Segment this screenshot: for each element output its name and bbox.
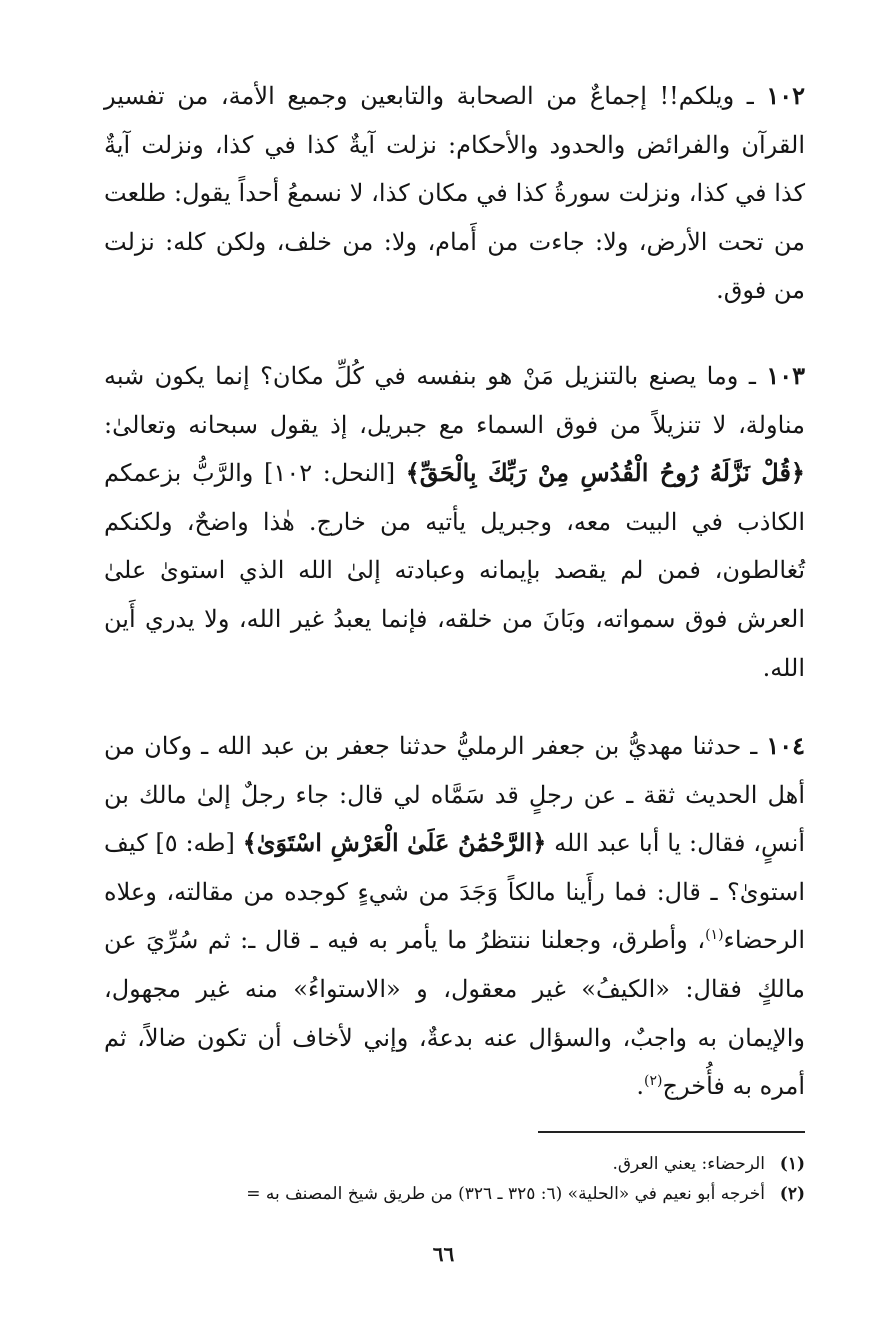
paragraph-text: ، وأطرق، وجعلنا ننتظرُ ما يأمر به فيه ـ قال ـ: ثم سُرِّيَ عن مالكٍ فقال: «الكيفُ» غير معقول، و «الاستواءُ» منه غير مجهول، والإيمان به واجبٌ، والسؤال عنه بدعةٌ، وإني لأخاف أن تكون ضالاً، ثم أمره به فأُخرج xyxy=(104,926,805,1101)
paragraph-number: ١٠٣ xyxy=(766,361,806,390)
footnote-ref-1[interactable]: (١) xyxy=(705,927,724,944)
paragraph-text: ـ ويلكم!! إجماعٌ من الصحابة والتابعين وجميع الأمة، من تفسير القرآن والفرائض والحدود والأحكام: نزلت آيةٌ كذا في كذا، ونزلت آيةٌ كذا في كذا، ونزلت سورةُ كذا في مكان كذا، لا نسمعُ أحداً يقول: طلعت من تحت الأرض، ولا: جاءت من أَمام، ولا: من خلف، ولكن كله: نزلت من فوق. xyxy=(104,82,805,305)
footnote-text: الرحضاء: يعني العرق. xyxy=(612,1154,765,1174)
paragraph-content xyxy=(104,352,805,692)
footnote-2 xyxy=(86,1179,805,1209)
paragraph-text: ـ وما يصنع بالتنزيل مَنْ هو بنفسه في كُلِّ مكان؟ إنما يكون شبه مناولة، لا تنزيلاً من فوق السماء مع جبريل، إذ يقول سبحانه وتعالىٰ: xyxy=(104,362,805,439)
paragraph-text: . xyxy=(636,1072,645,1101)
paragraph-number: ١٠٢ xyxy=(766,81,805,110)
quran-verse: ﴿الرَّحْمَٰنُ عَلَىٰ الْعَرْشِ اسْتَوَىٰ﴾ xyxy=(242,828,547,858)
footnote-text: أخرجه أبو نعيم في «الحلية» (٦: ٣٢٥ ـ ٣٢٦) من طريق شيخ المصنف به = xyxy=(246,1184,765,1204)
paragraph-104 xyxy=(104,722,805,1111)
paragraph-text: [طه: ٥] كيف استوىٰ؟ ـ قال: فما رأَينا مالكاً وَجَدَ من شيءٍ كوجده من مقالته، وعلاه الرحضاء xyxy=(104,829,805,955)
footnote-ref-2[interactable]: (٢) xyxy=(644,1073,663,1090)
footnote-separator xyxy=(538,1131,805,1133)
footnote-mark: (١) xyxy=(779,1154,805,1174)
page-number: ٦٦ xyxy=(432,1242,455,1266)
paragraph-text: [النحل: ١٠٢] والرَّبُّ بزعمكم الكاذب في البيت معه، وجبريل يأتيه من خارج. هٰذا واضحٌ، ولكنكم تُغالطون، فمن لم يقصد بإيمانه وعبادته إلىٰ الله الذي استوىٰ علىٰ العرش فوق سمواته، وبَانَ من خلقه، فإنما يعبدُ غير الله، ولا يدري أَين الله. xyxy=(104,459,805,682)
paragraph-103 xyxy=(104,352,805,692)
paragraph-number: ١٠٤ xyxy=(766,731,805,760)
quran-verse: ﴿قُلْ نَزَّلَهُ رُوحُ الْقُدُسِ مِنْ رَبِّكَ بِالْحَقِّ﴾ xyxy=(405,458,805,488)
paragraph-102 xyxy=(104,72,805,315)
paragraph-content xyxy=(104,722,805,1111)
paragraph-content xyxy=(104,72,805,315)
footnote-mark: (٢) xyxy=(779,1184,805,1204)
footnotes xyxy=(86,1149,805,1209)
footnote-1 xyxy=(86,1149,805,1179)
paragraph-text: ـ حدثنا مهديُّ بن جعفر الرمليُّ حدثنا جعفر بن عبد الله ـ وكان من أهل الحديث ثقة ـ عن رجلٍ قد سَمَّاه لي قال: جاء رجلٌ إلىٰ مالك بن أنسٍ، فقال: يا أبا عبد الله xyxy=(104,732,805,858)
